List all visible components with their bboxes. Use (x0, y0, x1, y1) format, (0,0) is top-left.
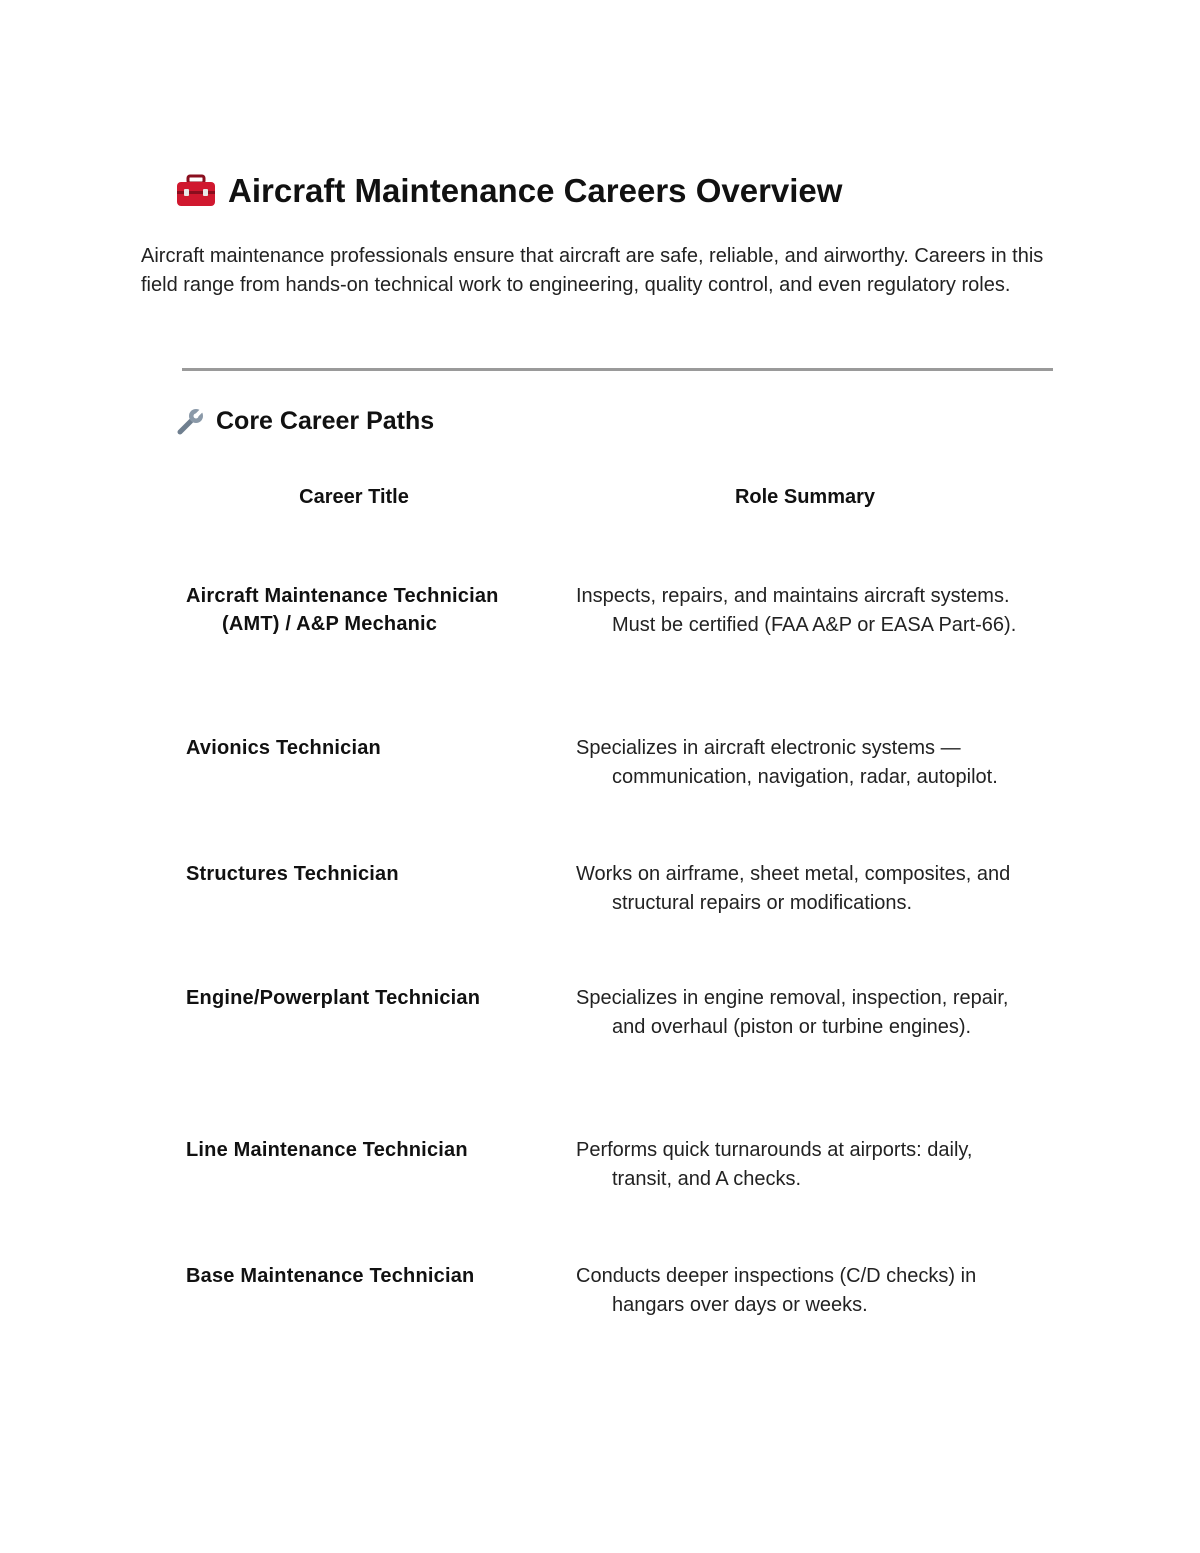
role-summary-cell: Works on airframe, sheet metal, composites, and structural repairs or modifications. (576, 863, 1011, 914)
career-title-cell: Aircraft Maintenance Technician (AMT) / A&P Mechanic (186, 585, 499, 635)
career-title-cell: Structures Technician (186, 863, 399, 885)
role-summary-cell: Performs quick turnarounds at airports: daily, transit, and A checks. (576, 1139, 973, 1190)
role-summary-cell: Specializes in aircraft electronic systems — communication, navigation, radar, autopilot. (576, 737, 998, 788)
role-summary-cell: Inspects, repairs, and maintains aircraft systems. Must be certified (FAA A&P or EASA Part-66). (576, 585, 1017, 636)
career-title-cell: Base Maintenance Technician (186, 1265, 475, 1287)
section-divider (182, 368, 1053, 371)
intro-paragraph: Aircraft maintenance professionals ensure that aircraft are safe, reliable, and airworthy. Careers in this field range from hands-on technical work to engineering, quality control, and even regulatory roles. (141, 245, 1044, 296)
column-header-role-summary: Role Summary (734, 486, 876, 508)
role-summary-cell: Specializes in engine removal, inspection, repair, and overhaul (piston or turbine engines). (576, 987, 1009, 1038)
column-header-career-title: Career Title (299, 486, 409, 508)
wrench-icon (176, 406, 206, 436)
section-heading (176, 406, 434, 436)
page-title-text: Aircraft Maintenance Careers Overview (228, 172, 843, 209)
toolbox-icon (176, 174, 216, 208)
page-title (176, 172, 842, 210)
career-title-cell: Engine/Powerplant Technician (186, 987, 481, 1009)
section-heading-text: Core Career Paths (216, 406, 435, 435)
role-summary-cell: Conducts deeper inspections (C/D checks) in hangars over days or weeks. (576, 1265, 977, 1316)
career-title-cell: Avionics Technician (186, 737, 381, 759)
career-title-cell: Line Maintenance Technician (186, 1139, 468, 1161)
